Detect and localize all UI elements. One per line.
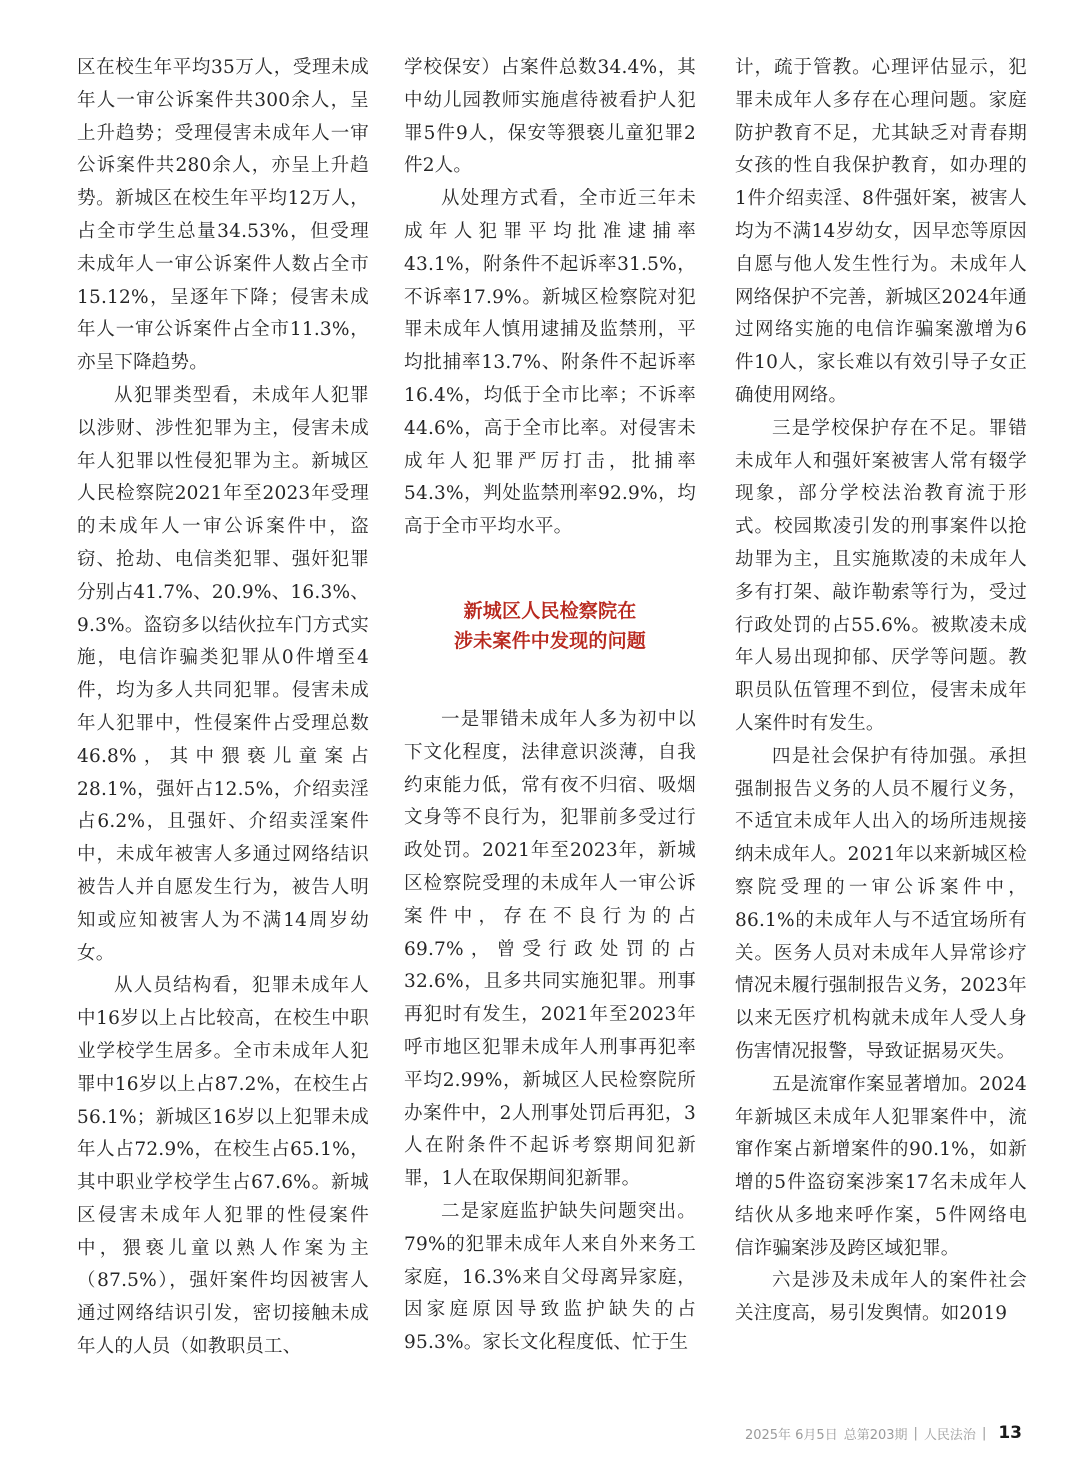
footer-publication: 人民法治	[923, 1427, 976, 1443]
section-heading	[404, 596, 696, 656]
section-heading-line-1: 新城区人民检察院在	[463, 599, 637, 622]
footer-issue: 总第203期	[843, 1427, 908, 1443]
page-number: 13	[998, 1423, 1022, 1443]
paragraph: 二是家庭监护缺失问题突出。79%的犯罪未成年人来自外来务工家庭，16.3%来自父母离异家庭，因家庭原因导致监护缺失的占95.3%。家长文化程度低、忙于生	[404, 1200, 696, 1354]
footer-separator: |	[981, 1425, 987, 1441]
column-1	[77, 52, 369, 1364]
section-heading-line-2: 涉未案件中发现的问题	[453, 629, 646, 652]
column-3	[735, 52, 1027, 1331]
paragraph: 计，疏于管教。心理评估显示，犯罪未成年人多存在心理问题。家庭防护教育不足，尤其缺乏对青春期女孩的性自我保护教育，如办理的1件介绍卖淫、8件强奸案，被害人均为不满14岁幼女，因早恋等原因自愿与他人发生性行为。未成年人网络保护不完善，新城区2024年通过网络实施的电信诈骗案激增为6件10人，家长难以有效引导子女正确使用网络。	[735, 57, 1027, 406]
column-2	[404, 52, 696, 1360]
paragraph: 一是罪错未成年人多为初中以下文化程度，法律意识淡薄，自我约束能力低，常有夜不归宿、吸烟文身等不良行为，犯罪前多受过行政处罚。2021年至2023年，新城区检察院受理的未成年人一审公诉案件中，存在不良行为的占69.7%，曾受行政处罚的占32.6%，且多共同实施犯罪。刑事再犯时有发生，2021年至2023年呼市地区犯罪未成年人刑事再犯率平均2.99%，新城区人民检察院所办案件中，2人刑事处罚后再犯，3人在附条件不起诉考察期间犯新罪，1人在取保期间犯新罪。	[404, 708, 696, 1190]
paragraph: 六是涉及未成年人的案件社会关注度高，易引发舆情。如2019	[735, 1270, 1027, 1325]
paragraph: 三是学校保护存在不足。罪错未成年人和强奸案被害人常有辍学现象，部分学校法治教育流于形式。校园欺凌引发的刑事案件以抢劫罪为主，且实施欺凌的未成年人多有打架、敲诈勒索等行为，受过行政处罚的占55.6%。被欺凌未成年人易出现抑郁、厌学等问题。教职员队伍管理不到位，侵害未成年人案件时有发生。	[735, 417, 1027, 734]
paragraph: 五是流窜作案显著增加。2024年新城区未成年人犯罪案件中，流窜作案占新增案件的90.1%，如新增的5件盗窃案涉案17名未成年人结伙从多地来呼作案，5件网络电信诈骗案涉及跨区域犯罪。	[735, 1073, 1027, 1259]
footer-separator: |	[913, 1425, 918, 1441]
paragraph: 从犯罪类型看，未成年人犯罪以涉财、涉性犯罪为主，侵害未成年人犯罪以性侵犯罪为主。新城区人民检察院2021年至2023年受理的未成年人一审公诉案件中，盗窃、抢劫、电信类犯罪、强奸犯罪分别占41.7%、20.9%、16.3%、9.3%。盗窃多以结伙拉车门方式实施，电信诈骗类犯罪从0件增至4件，均为多人共同犯罪。侵害未成年人犯罪中，性侵案件占受理总数46.8%，其中猥亵儿童案占28.1%，强奸占12.5%，介绍卖淫占6.2%，且强奸、介绍卖淫案件中，未成年被害人多通过网络结识被告人并自愿发生行为，被告人明知或应知被害人为不满14周岁幼女。	[77, 384, 369, 964]
paragraph: 从人员结构看，犯罪未成年人中16岁以上占比较高，在校生中职业学校学生居多。全市未成年人犯罪中16岁以上占87.2%，在校生占56.1%；新城区16岁以上犯罪未成年人占72.9%，在校生占65.1%，其中职业学校学生占67.6%。新城区侵害未成年人犯罪的性侵案件中，猥亵儿童以熟人作案为主（87.5%），强奸案件均因被害人通过网络结识引发，密切接触未成年人的人员（如教职员工、	[77, 975, 369, 1358]
paragraph: 区在校生年平均35万人，受理未成年人一审公诉案件共300余人，呈上升趋势；受理侵害未成年人一审公诉案件共280余人，亦呈上升趋势。新城区在校生年平均12万人，占全市学生总量34.53%，但受理未成年人一审公诉案件人数占全市15.12%，呈逐年下降；侵害未成年人一审公诉案件占全市11.3%，亦呈下降趋势。	[77, 57, 369, 374]
paragraph: 四是社会保护有待加强。承担强制报告义务的人员不履行义务，不适宜未成年人出入的场所违规接纳未成年人。2021年以来新城区检察院受理的一审公诉案件中，86.1%的未成年人与不适宜场所有关。医务人员对未成年人异常诊疗情况未履行强制报告义务，2023年以来无医疗机构就未成年人受人身伤害情况报警，导致证据易灭失。	[735, 745, 1027, 1062]
paragraph: 学校保安）占案件总数34.4%，其中幼儿园教师实施虐待被看护人犯罪5件9人，保安等猥亵儿童犯罪2件2人。	[404, 57, 696, 177]
footer-date: 2025年 6月5日	[744, 1427, 838, 1443]
page-footer	[745, 1423, 1022, 1443]
paragraph: 从处理方式看，全市近三年未成年人犯罪平均批准逮捕率43.1%，附条件不起诉率31.5%，不诉率17.9%。新城区检察院对犯罪未成年人慎用逮捕及监禁刑，平均批捕率13.7%、附条件不起诉率16.4%，均低于全市比率；不诉率44.6%，高于全市比率。对侵害未成年人犯罪严厉打击，批捕率54.3%，判处监禁刑率92.9%，均高于全市平均水平。	[404, 188, 696, 538]
